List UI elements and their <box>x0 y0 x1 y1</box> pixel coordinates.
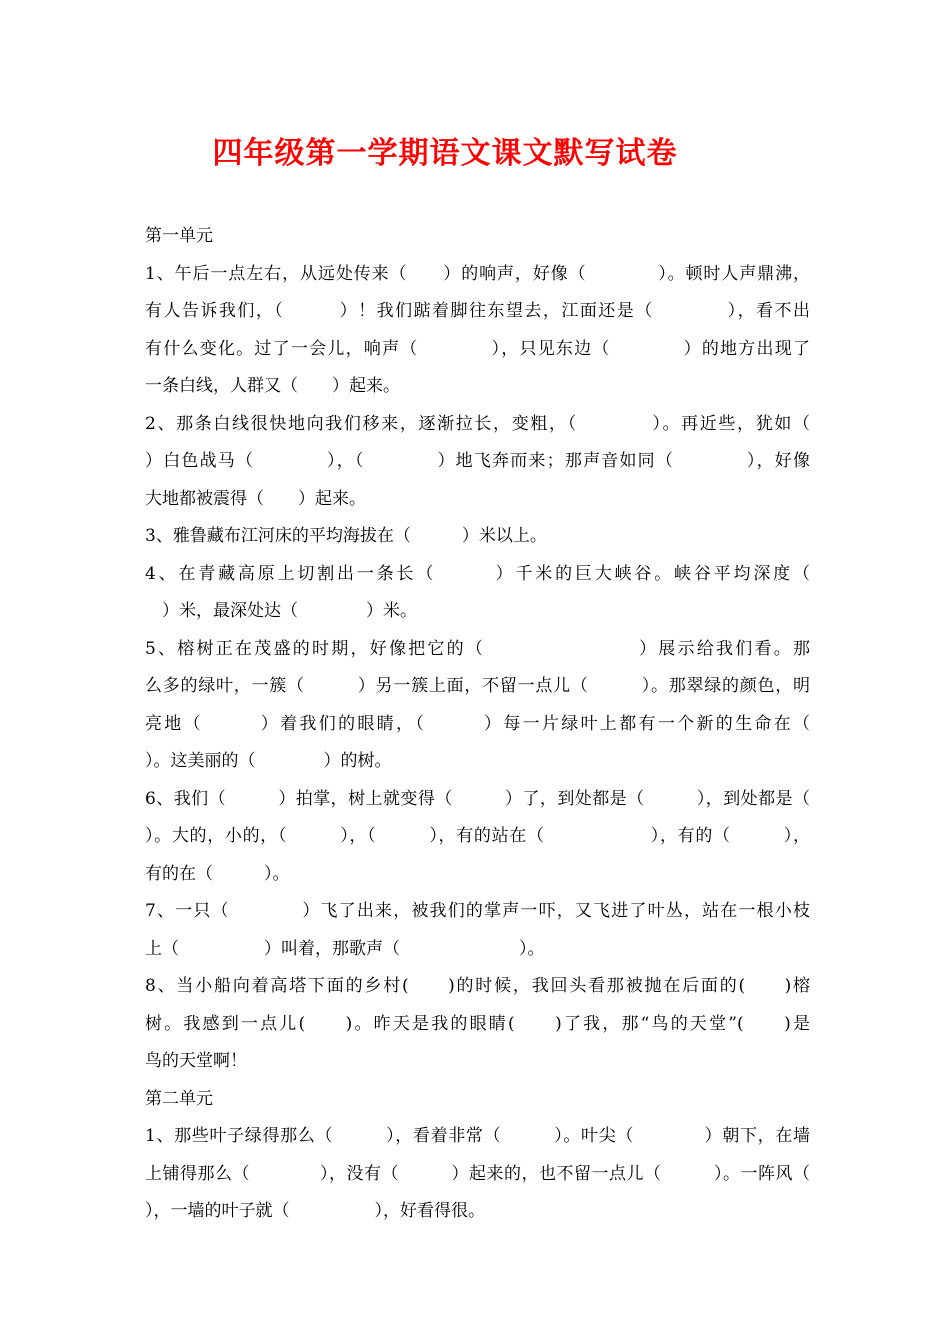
text-line: 3、雅鲁藏布江河床的平均海拔在（ ）米以上。 <box>145 526 547 546</box>
text-line: 有的在（ ）。 <box>145 863 290 884</box>
text-line: 1、午后一点左右，从远处传来（ ）的响声，好像（ ）。顿时人声鼎沸， <box>145 263 810 284</box>
text-line: 1、那些叶子绿得那么（ ），看着非常（ ）。叶尖（ ）朝下，在墙 <box>145 1126 810 1146</box>
document-body <box>145 222 810 1235</box>
text-line: 8、当小船向着高塔下面的乡村( )的时候，我回头看那被抛在后面的( )榕 <box>145 976 810 996</box>
text-line: 上（ ）叫着，那歌声（ ）。 <box>145 938 545 959</box>
text-line: ）米，最深处达（ ）米。 <box>145 601 417 621</box>
text-line: 第一单元 <box>145 226 213 246</box>
text-line: 5、榕树正在茂盛的时期，好像把它的（ ）展示给我们看。那 <box>145 638 810 659</box>
text-line: 4、在青藏高原上切割出一条长（ ）千米的巨大峡谷。峡谷平均深度（ <box>145 563 810 584</box>
text-line: 上铺得那么（ ），没有（ ）起来的，也不留一点儿（ ）。一阵风（ <box>145 1163 810 1184</box>
text-line: 7、一只（ ）飞了出来，被我们的掌声一吓，又飞进了叶丛，站在一根小枝 <box>145 901 810 921</box>
text-line: 鸟的天堂啊！ <box>145 1051 247 1071</box>
text-line: ）白色战马（ ），（ ）地飞奔而来；那声音如同（ ），好像 <box>145 451 810 471</box>
text-line: ）。这美丽的（ ）的树。 <box>145 751 392 771</box>
text-line: 第二单元 <box>145 1088 213 1109</box>
text-line: ）。大的，小的，（ ），（ ），有的站在（ ），有的（ ）， <box>145 826 810 846</box>
text-line: 有什么变化。过了一会儿，响声（ ），只见东边（ ）的地方出现了 <box>145 338 810 359</box>
text-line: ），一墙的叶子就（ ），好看得很。 <box>145 1201 485 1221</box>
text-line: 大地都被震得（ ）起来。 <box>145 488 366 509</box>
text-line: 亮地（ ）着我们的眼睛，（ ）每一片绿叶上都有一个新的生命在（ <box>145 713 810 734</box>
text-line: 有人告诉我们，（ ）！我们踮着脚往东望去，江面还是（ ），看不出 <box>145 301 810 321</box>
text-line: 2、那条白线很快地向我们移来，逐渐拉长，变粗，（ ）。再近些，犹如（ <box>145 413 810 434</box>
page-title: 四年级第一学期语文课文默写试卷 <box>212 136 678 171</box>
text-line: 么多的绿叶，一簇（ ）另一簇上面，不留一点儿（ ）。那翠绿的颜色，明 <box>145 676 810 696</box>
text-line: 树。我感到一点儿( )。昨天是我的眼睛( )了我，那“鸟的天堂”( )是 <box>145 1013 810 1034</box>
text-line: 6、我们（ ）拍掌，树上就变得（ ）了，到处都是（ ），到处都是（ <box>145 788 810 809</box>
text-line: 一条白线，人群又（ ）起来。 <box>145 376 400 396</box>
